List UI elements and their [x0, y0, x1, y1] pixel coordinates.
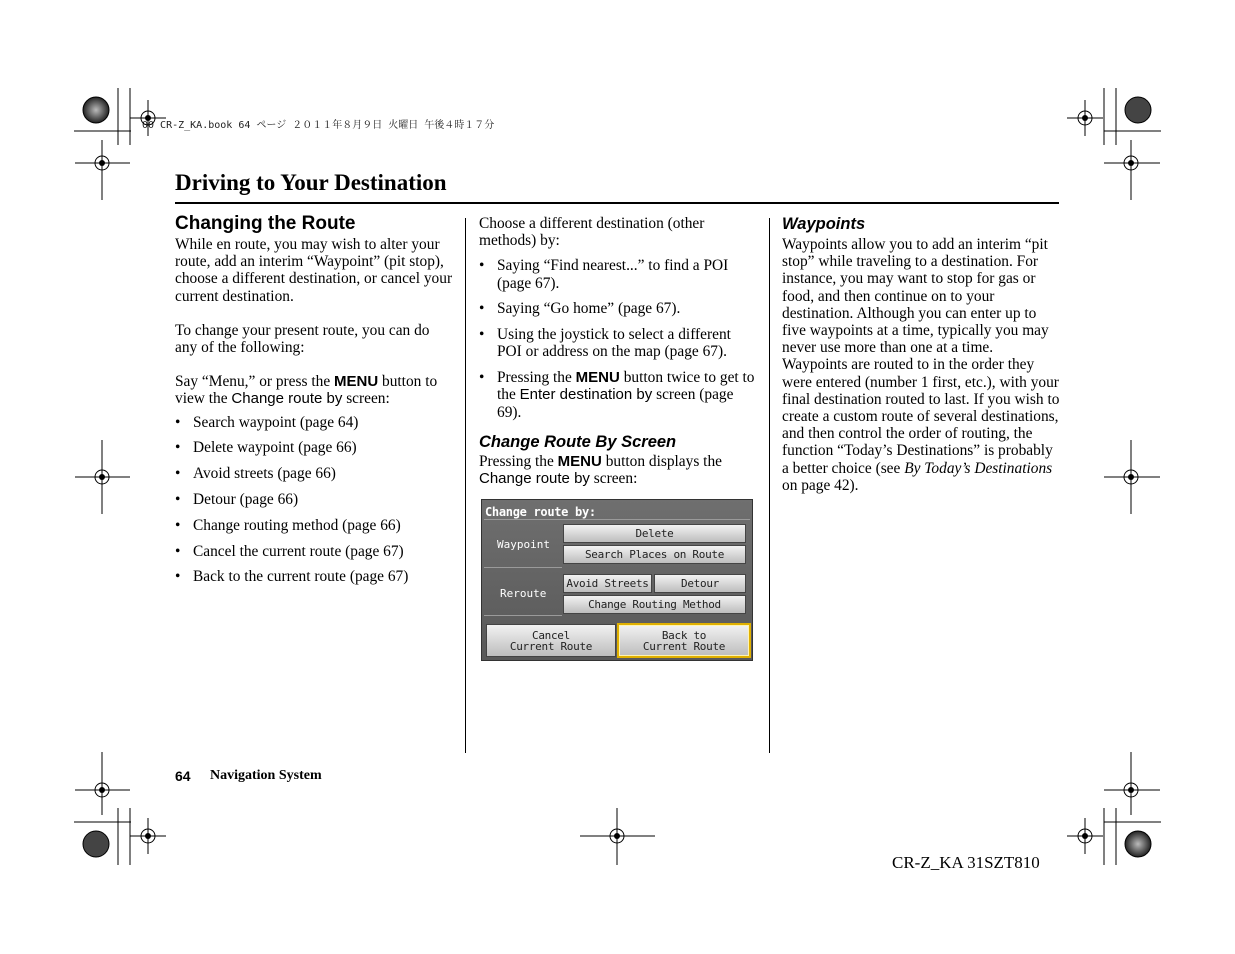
cancel-current-route-button[interactable]: Cancel Current Route: [486, 624, 616, 657]
page-number: 64: [175, 768, 191, 784]
list-item: • Avoid streets (page 66): [175, 465, 455, 482]
text-run: Say “Menu,” or press the: [175, 373, 334, 391]
intro-paragraph: While en route, you may wish to alter your route, add an interim “Waypoint” (pit stop), choose a different destination, or cancel your current destination.: [175, 236, 453, 305]
list-item: • Search waypoint (page 64): [175, 414, 455, 431]
screen-name: Enter destination by: [519, 386, 653, 404]
options-paragraph: To change your present route, you can do any of the following:: [175, 321, 430, 357]
text-run: screen (page 69).: [497, 386, 734, 421]
screen-title: Change route by:: [485, 505, 596, 519]
column-divider: [769, 218, 770, 753]
column-1: [175, 214, 455, 586]
column-2: [479, 215, 757, 487]
text-run: Pressing the: [497, 369, 576, 387]
waypoint-label: Waypoint: [497, 538, 550, 551]
menu-keyword: MENU: [334, 373, 379, 391]
registration-target-icon: [83, 97, 109, 123]
screen-name: Change route by: [231, 390, 343, 408]
list-item: • Saying “Find nearest...” to find a POI (page 67).: [479, 257, 757, 291]
back-to-current-route-button[interactable]: Back to Current Route: [617, 623, 751, 658]
list-item: [479, 369, 757, 421]
intro-paragraph: Choose a different destination (other methods) by:: [479, 215, 705, 250]
menu-keyword: MENU: [575, 369, 620, 387]
list-item: • Back to the current route (page 67): [175, 568, 455, 585]
sub-heading: Change Route By Screen: [479, 432, 677, 451]
crosshair-icon: [1067, 818, 1103, 854]
screen-paragraph: [479, 453, 757, 487]
text-run: button twice to get to the: [497, 369, 755, 404]
sub-heading: Waypoints: [782, 215, 866, 233]
crosshair-icon: [1067, 100, 1103, 136]
registration-target-icon: [1125, 831, 1151, 857]
divider: [484, 519, 750, 520]
detour-button[interactable]: Detour: [654, 574, 746, 593]
list-item: • Detour (page 66): [175, 491, 455, 508]
waypoints-paragraph: [782, 236, 1060, 494]
section-heading: Changing the Route: [175, 213, 356, 234]
search-places-button[interactable]: Search Places on Route: [563, 545, 746, 564]
delete-button[interactable]: Delete: [563, 524, 746, 543]
list-item: • Change routing method (page 66): [175, 517, 455, 534]
text-run: button to view the: [175, 373, 438, 408]
footer-section: Navigation System: [210, 768, 322, 783]
text-run: screen:: [589, 470, 638, 488]
list-item: • Saying “Go home” (page 67).: [479, 300, 757, 317]
registration-target-icon: [1125, 97, 1151, 123]
screen-name: Change route by: [479, 470, 590, 488]
change-route-screen: [481, 499, 753, 661]
text-run: Pressing the: [479, 452, 558, 470]
menu-instruction: [175, 373, 455, 407]
change-routing-method-button[interactable]: Change Routing Method: [563, 595, 746, 614]
registration-target-icon: [83, 831, 109, 857]
text-run: screen:: [342, 390, 390, 408]
list-item: • Using the joystick to select a different POI or address on the map (page 67).: [479, 326, 757, 360]
column-3: [782, 215, 1060, 494]
divider: [484, 567, 562, 568]
crosshair-icon: [130, 818, 166, 854]
list-item: • Delete waypoint (page 66): [175, 439, 455, 456]
column-divider: [465, 218, 466, 753]
print-header: 00 CR-Z_KA.book 64 ページ ２０１１年８月９日 火曜日 午後４時１７分: [142, 120, 495, 131]
cross-reference: By Today’s Destinations: [904, 459, 1053, 477]
list-item: • Cancel the current route (page 67): [175, 543, 455, 560]
route-options-list: [175, 414, 455, 586]
crosshair-icon: [130, 100, 166, 136]
avoid-streets-button[interactable]: Avoid Streets: [563, 574, 652, 593]
menu-keyword: MENU: [557, 452, 602, 470]
text-run: on page 42).: [782, 476, 859, 494]
reroute-label: Reroute: [500, 587, 547, 600]
divider: [484, 615, 562, 616]
text-run: Waypoints allow you to add an interim “pit stop” while traveling to a destination. For instance, you may want to stop for gas or food, and then continue on to your destination. Although you can enter up to five waypoints at a time, typically you may never use more than one at a time. Waypoints are routed to in the order they were entered (number 1 first, etc.), with your final destination routed to last. If you wish to create a custom route of several destinations, and then control the order of routing, the function “Today’s Destinations” is probably a better choice (see: [782, 236, 1060, 477]
page-title: Driving to Your Destination: [175, 170, 447, 195]
text-run: button displays the: [601, 452, 722, 470]
title-rule: [175, 202, 1059, 204]
destination-methods-list: [479, 257, 757, 420]
document-code: CR-Z_KA 31SZT810: [892, 853, 1040, 872]
